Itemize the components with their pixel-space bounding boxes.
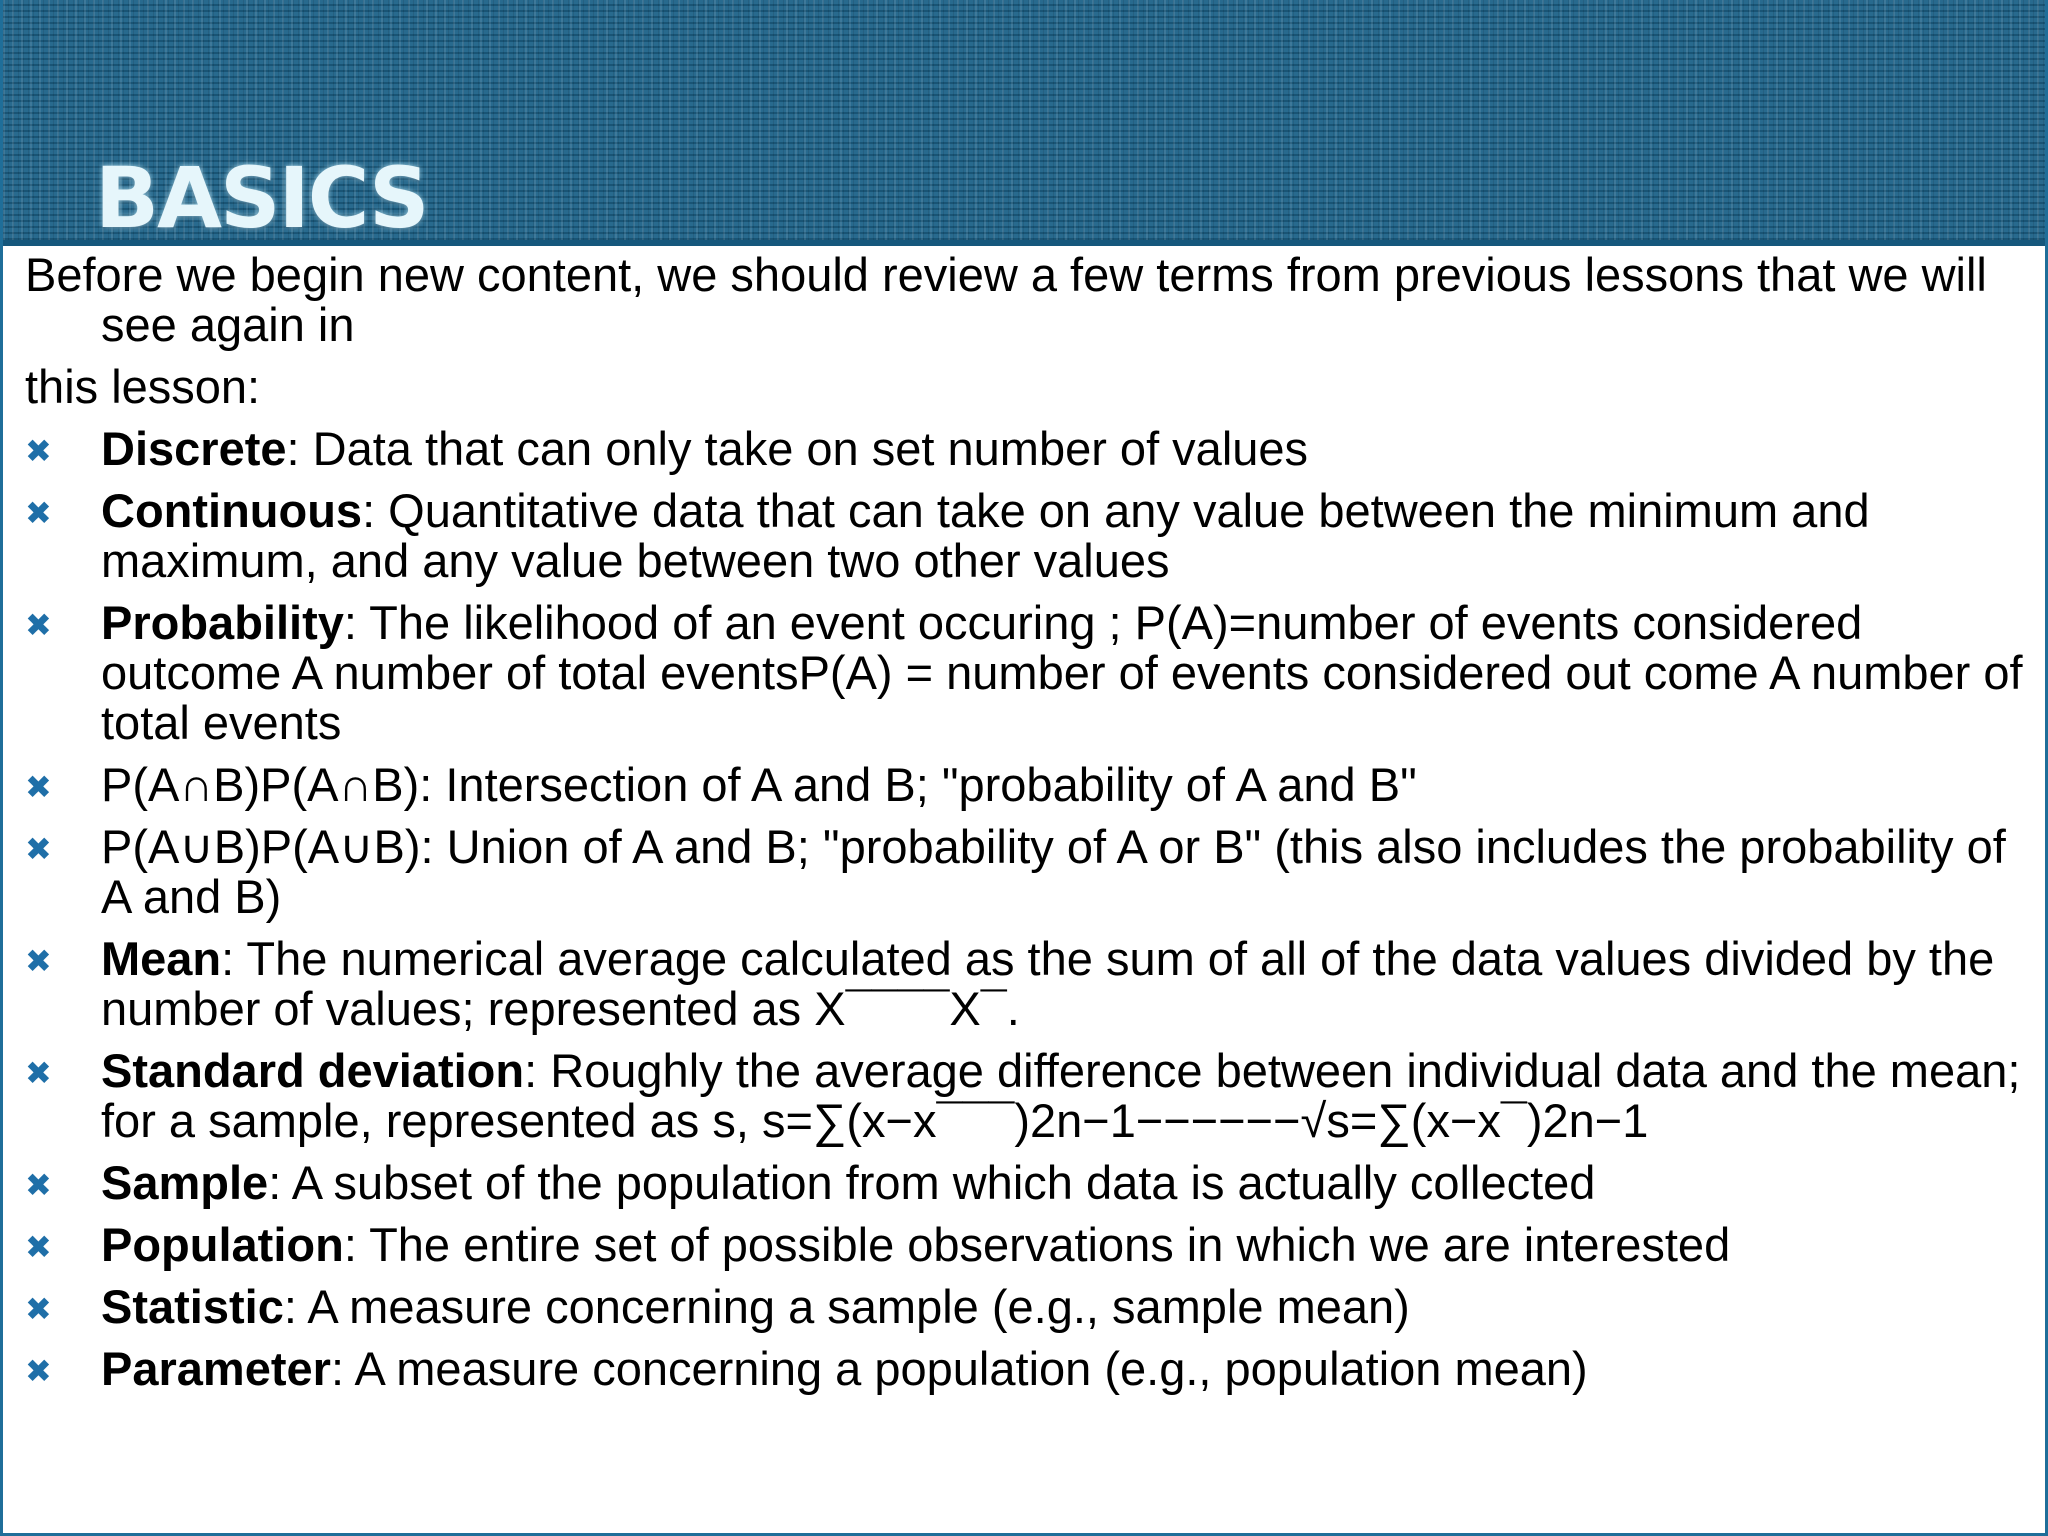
bullet-x-icon: ✖ <box>25 942 52 980</box>
term-definition: P(A∩B)P(A∩B): Intersection of A and B; "probability of A and B" <box>101 758 1417 811</box>
term-item-probability <box>25 598 2025 748</box>
term-name: Parameter <box>101 1342 331 1395</box>
bullet-x-icon: ✖ <box>25 1290 52 1328</box>
term-separator: : <box>362 484 376 537</box>
term-definition: The numerical average calculated as the sum of all of the data values divided by the number of values; represented as X¯¯¯¯X¯. <box>101 932 1995 1035</box>
term-item-mean <box>25 934 2025 1034</box>
term-name: Probability <box>101 596 344 649</box>
term-item-population <box>25 1220 2025 1270</box>
term-item-sample <box>25 1158 2025 1208</box>
term-item-parameter <box>25 1344 2025 1394</box>
term-definition: The likelihood of an event occuring ; P(A)=number of events considered outcome A number of total eventsP(A) = number of events considered out come A number of total events <box>101 596 2023 749</box>
term-definition: The entire set of possible observations in which we are interested <box>356 1218 1731 1271</box>
term-separator: : <box>524 1044 538 1097</box>
term-name: Statistic <box>101 1280 284 1333</box>
term-separator: : <box>221 932 235 985</box>
term-item-union <box>25 822 2025 922</box>
term-item-statistic <box>25 1282 2025 1332</box>
term-name: Continuous <box>101 484 363 537</box>
bullet-x-icon: ✖ <box>25 432 52 470</box>
term-name: Population <box>101 1218 344 1271</box>
intro-paragraph-continuation: this lesson: <box>25 360 261 413</box>
term-item-continuous <box>25 486 2025 586</box>
term-item-discrete <box>25 424 2025 474</box>
term-definition: Roughly the average difference between individual data and the mean; for a sample, represented as s, s=∑(x−x¯¯¯)2n−1−−−−−−√s=∑(x−x¯)2n−1 <box>101 1044 2021 1147</box>
bullet-x-icon: ✖ <box>25 1352 52 1390</box>
term-definition: A measure concerning a sample (e.g., sample mean) <box>296 1280 1410 1333</box>
term-definition: A measure concerning a population (e.g., population mean) <box>344 1342 1588 1395</box>
term-name: Standard deviation <box>101 1044 525 1097</box>
term-separator: : <box>343 596 357 649</box>
bullet-x-icon: ✖ <box>25 768 52 806</box>
bullet-x-icon: ✖ <box>25 606 52 644</box>
bullet-x-icon: ✖ <box>25 1228 52 1266</box>
term-separator: : <box>268 1156 282 1209</box>
term-definition: A subset of the population from which data is actually collected <box>281 1156 1596 1209</box>
term-definition: P(A∪B)P(A∪B): Union of A and B; "probability of A or B" (this also includes the probability of A and B) <box>101 820 2006 923</box>
bullet-x-icon: ✖ <box>25 830 52 868</box>
term-item-standard-deviation <box>25 1046 2025 1146</box>
slide-body <box>25 250 2025 1406</box>
term-definition: Data that can only take on set number of values <box>299 422 1309 475</box>
term-separator: : <box>330 1342 344 1395</box>
term-name: Mean <box>101 932 222 985</box>
term-separator: : <box>343 1218 357 1271</box>
term-list <box>25 424 2025 1394</box>
bullet-x-icon: ✖ <box>25 1054 52 1092</box>
term-separator: : <box>286 422 300 475</box>
bullet-x-icon: ✖ <box>25 494 52 532</box>
bullet-x-icon: ✖ <box>25 1166 52 1204</box>
term-item-intersection <box>25 760 2025 810</box>
term-separator: : <box>283 1280 297 1333</box>
term-name: Sample <box>101 1156 269 1209</box>
intro-paragraph: Before we begin new content, we should review a few terms from previous lessons that we will see again in <box>25 248 1987 351</box>
slide-title: BASICS <box>95 149 428 247</box>
term-definition: Quantitative data that can take on any value between the minimum and maximum, and any value between two other values <box>101 484 1870 587</box>
term-name: Discrete <box>101 422 287 475</box>
